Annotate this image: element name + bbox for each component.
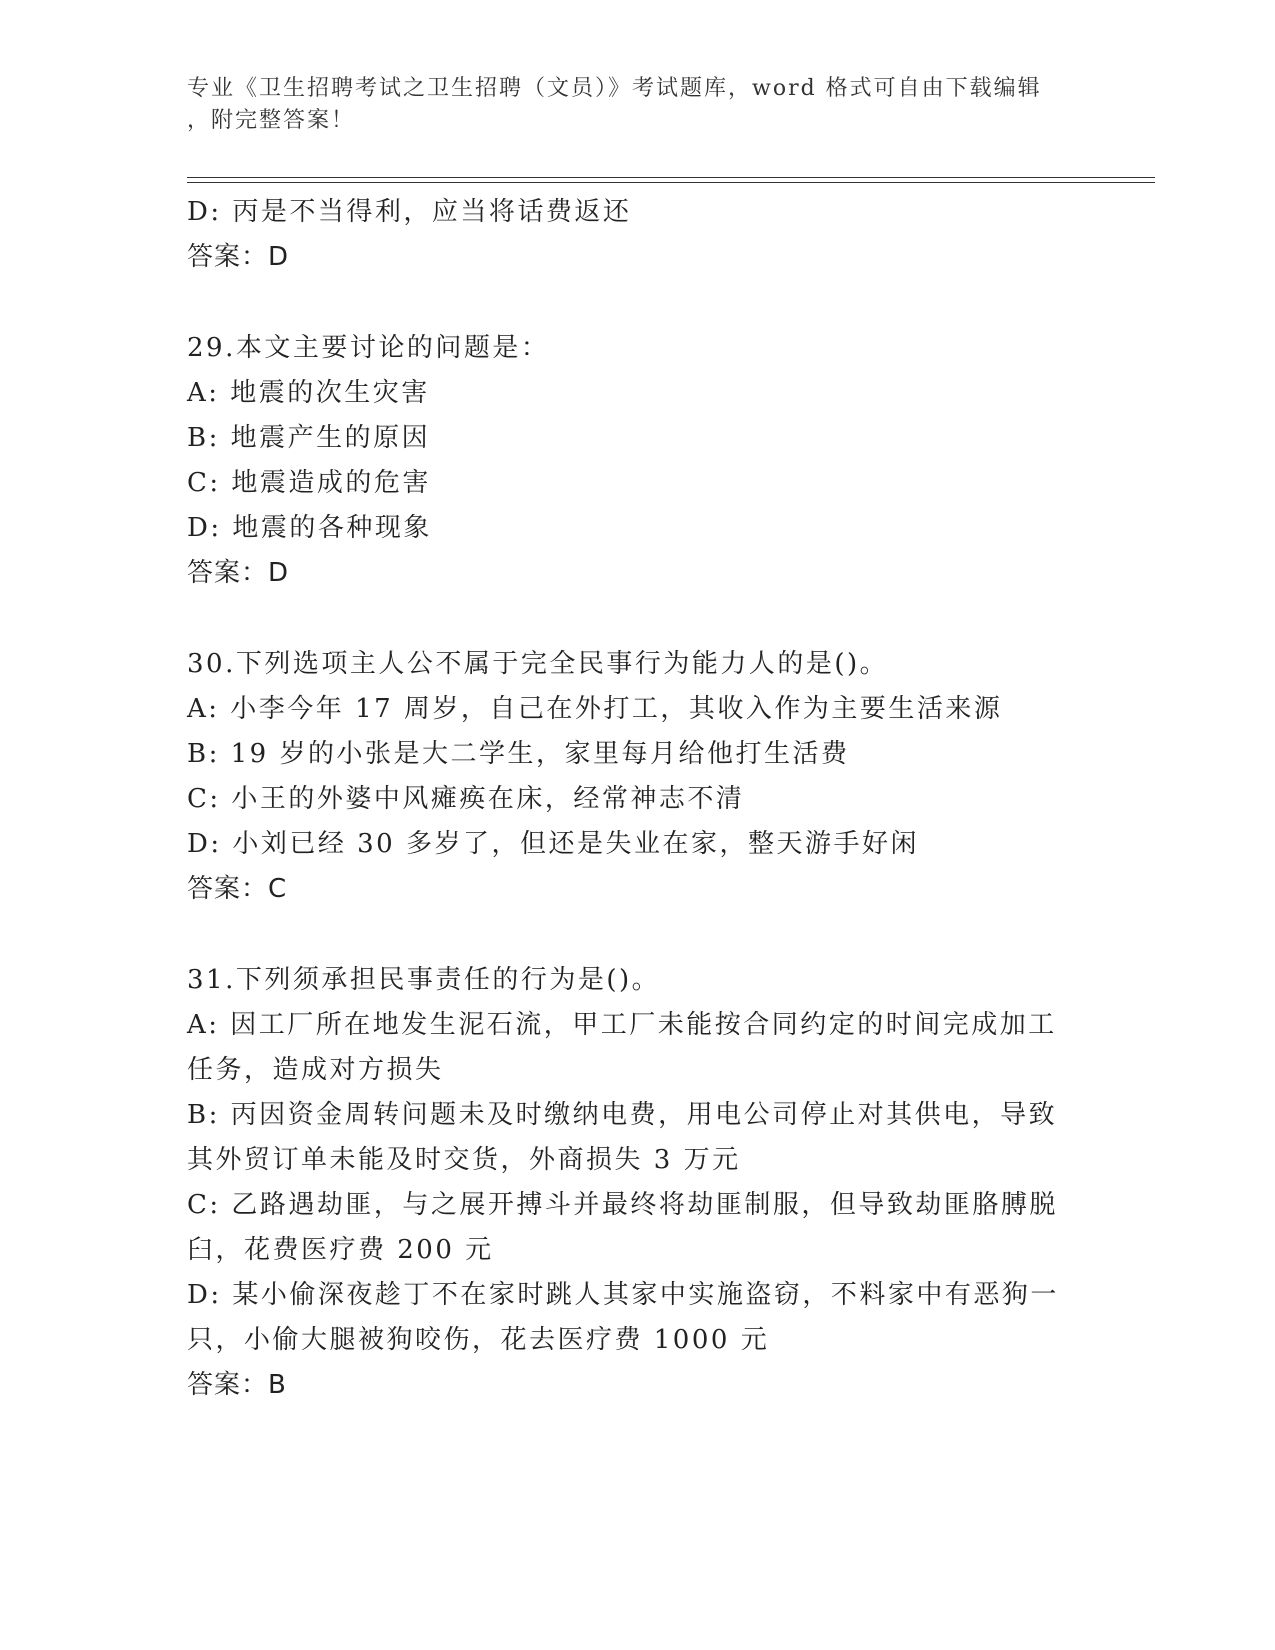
question-stem: 30.下列选项主人公不属于完全民事行为能力人的是()。 bbox=[187, 649, 889, 679]
option-d: D: 某小偷深夜趁丁不在家时跳人其家中实施盗窃，不料家中有恶狗一 bbox=[187, 1280, 1059, 1310]
option-a: A: 小李今年 17 周岁，自己在外打工，其收入作为主要生活来源 bbox=[187, 694, 1003, 724]
question-stem: 31.下列须承担民事责任的行为是()。 bbox=[187, 965, 661, 995]
option-d: D: 地震的各种现象 bbox=[187, 513, 432, 543]
option-c-cont: 臼，花费医疗费 200 元 bbox=[187, 1235, 494, 1265]
question-29 bbox=[187, 326, 1087, 596]
answer: 答案：B bbox=[187, 1370, 287, 1400]
question-list bbox=[187, 190, 1087, 1408]
option-d: D: 小刘已经 30 多岁了，但还是失业在家，整天游手好闲 bbox=[187, 829, 919, 859]
page-header bbox=[187, 73, 1067, 137]
answer: 答案：D bbox=[187, 558, 290, 588]
question-28-tail bbox=[187, 190, 1087, 280]
option-b: B: 19 岁的小张是大二学生，家里每月给他打生活费 bbox=[187, 739, 850, 769]
answer: 答案：C bbox=[187, 874, 288, 904]
option-d: D: 丙是不当得利，应当将话费返还 bbox=[187, 197, 632, 227]
question-stem: 29.本文主要讨论的问题是： bbox=[187, 333, 550, 363]
option-b-cont: 其外贸订单未能及时交货，外商损失 3 万元 bbox=[187, 1145, 741, 1175]
question-31 bbox=[187, 958, 1087, 1408]
option-d-cont: 只，小偷大腿被狗咬伤，花去医疗费 1000 元 bbox=[187, 1325, 770, 1355]
option-c: C: 地震造成的危害 bbox=[187, 468, 431, 498]
answer: 答案：D bbox=[187, 242, 290, 272]
header-rule-bottom bbox=[187, 182, 1155, 183]
header-line-1: 专业《卫生招聘考试之卫生招聘（文员）》考试题库，word 格式可自由下载编辑 bbox=[187, 76, 1042, 101]
option-b: B: 丙因资金周转问题未及时缴纳电费，用电公司停止对其供电，导致 bbox=[187, 1100, 1058, 1130]
header-rule-top bbox=[187, 177, 1155, 178]
header-line-2: ，附完整答案！ bbox=[187, 108, 356, 133]
option-a: A: 因工厂所在地发生泥石流，甲工厂未能按合同约定的时间完成加工 bbox=[187, 1010, 1057, 1040]
option-a-cont: 任务，造成对方损失 bbox=[187, 1055, 444, 1085]
option-b: B: 地震产生的原因 bbox=[187, 423, 431, 453]
question-30 bbox=[187, 642, 1087, 912]
option-c: C: 小王的外婆中风瘫痪在床，经常神志不清 bbox=[187, 784, 745, 814]
option-a: A: 地震的次生灾害 bbox=[187, 378, 430, 408]
option-c: C: 乙路遇劫匪，与之展开搏斗并最终将劫匪制服，但导致劫匪胳膊脱 bbox=[187, 1190, 1058, 1220]
